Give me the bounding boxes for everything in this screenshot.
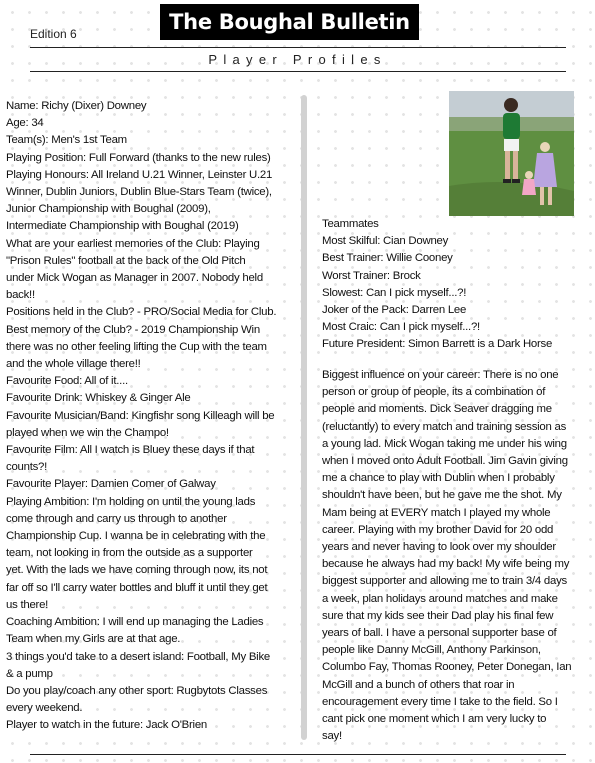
column-divider xyxy=(301,95,307,740)
profile-line: Winner, Dublin Juniors, Dublin Blue-Stars Team (twice), xyxy=(6,186,272,199)
profile-line: Playing Position: Full Forward (thanks to the new rules) xyxy=(6,151,271,164)
influence-line: career. Playing with my brother David for 20 odd xyxy=(322,523,554,536)
profile-line: us there! xyxy=(6,598,49,611)
profile-line: Favourite Player: Damien Comer of Galway xyxy=(6,478,216,491)
influence-line: because he always had my back! My wife being my xyxy=(322,558,570,571)
header-top-rule xyxy=(30,47,566,48)
influence-column xyxy=(322,367,584,745)
influence-line: say! xyxy=(322,730,342,743)
profile-line: Favourite Food: All of it.... xyxy=(6,375,128,388)
player-photo-illustration xyxy=(449,91,574,216)
profile-line: Favourite Film: All I watch is Bluey these days if that xyxy=(6,444,255,457)
profile-line: come through and carry us through to another xyxy=(6,512,227,525)
influence-line: shouldn't have been, but he gave me the shot. My xyxy=(322,489,562,502)
influence-line: me a chance to play with Dublin when I probably xyxy=(322,472,555,485)
section-title: Player Profiles xyxy=(208,52,387,67)
influence-line: McGill and a bunch of others that roar in xyxy=(322,678,515,691)
profile-line: Age: 34 xyxy=(6,117,44,130)
profile-line: back!! xyxy=(6,289,35,302)
player-photo xyxy=(449,91,574,216)
influence-line: people like Danny McGill, Anthony Parkinson, xyxy=(322,644,541,657)
profile-line: Team when my Girls are at that age. xyxy=(6,633,181,646)
influence-line: Biggest influence on your career: There is no one xyxy=(322,369,559,381)
profile-line: Coaching Ambition: I will end up managing the Ladies xyxy=(6,616,264,629)
newsletter-title: The Boughal Bulletin xyxy=(169,10,410,34)
profile-line: played when we win the Champo! xyxy=(6,426,169,439)
profile-line: Team(s): Men's 1st Team xyxy=(6,134,127,147)
profile-line: Name: Richy (Dixer) Downey xyxy=(6,100,147,112)
profile-line: Do you play/coach any other sport: Rugbytots Classes xyxy=(6,684,268,697)
teammates-line: Joker of the Pack: Darren Lee xyxy=(322,304,467,317)
masthead xyxy=(160,4,419,40)
profile-line: every weekend. xyxy=(6,702,83,715)
profile-line: Championship Cup. I wanna be in celebrating with the xyxy=(6,530,266,543)
influence-line: Columbo Fay, Thomas Rooney, Peter Donegan, Ian xyxy=(322,661,572,674)
profile-line: & a pump xyxy=(6,667,53,680)
header-bottom-rule xyxy=(30,71,566,72)
profile-line: under Mick Wogan as Manager in 2007. Nobody held xyxy=(6,272,263,285)
profile-column xyxy=(6,98,298,735)
profile-line: Player to watch in the future: Jack O'Brien xyxy=(6,719,207,732)
profile-line: far off so I'll carry water bottles and bluff it until they get xyxy=(6,581,268,594)
profile-line: Favourite Drink: Whiskey & Ginger Ale xyxy=(6,392,191,405)
teammates-line: Slowest: Can I pick myself...?! xyxy=(322,286,467,299)
teammates-line: Worst Trainer: Brock xyxy=(322,269,421,282)
profile-line: there was no other feeling lifting the Cup with the team xyxy=(6,340,267,353)
teammates-line: Teammates xyxy=(322,218,379,230)
teammates-line: Most Craic: Can I pick myself...?! xyxy=(322,321,480,334)
profile-line: Best memory of the Club? - 2019 Championship Win xyxy=(6,323,260,336)
profile-line: Playing Honours: All Ireland U.21 Winner, Leinster U.21 xyxy=(6,168,273,181)
influence-line: biggest supporter and allowing me to train 3/4 days xyxy=(322,575,567,588)
teammates-line: Future President: Simon Barrett is a Dark Horse xyxy=(322,338,553,351)
teammates-column xyxy=(322,216,584,354)
profile-line: What are your earliest memories of the Club: Playing xyxy=(6,237,260,250)
influence-line: a young lad. Mick Wogan taking me under his wing xyxy=(322,437,567,450)
teammates-line: Best Trainer: Willie Cooney xyxy=(322,252,453,265)
influence-line: when I moved onto Adult Football. Jim Gavin giving xyxy=(322,455,568,468)
profile-line: Intermediate Championship with Boughal (2019) xyxy=(6,220,239,233)
profile-line: "Prison Rules" football at the back of the Old Pitch xyxy=(6,254,246,267)
profile-line: team, not looking in from the outside as a supporter xyxy=(6,547,253,560)
influence-line: encouragement every time I take to the field. So I xyxy=(322,695,558,708)
influence-line: person or group of people, its a combination of xyxy=(322,386,546,399)
profile-line: Positions held in the Club? - PRO/Social Media for Club. xyxy=(6,306,277,319)
influence-line: Mam being at EVERY match I played my whole xyxy=(322,506,551,519)
profile-line: counts?! xyxy=(6,461,48,474)
profile-line: Junior Championship with Boughal (2009), xyxy=(6,203,211,216)
influence-line: sure that my kids see their Dad play his final few xyxy=(322,609,554,622)
edition-label: Edition 6 xyxy=(30,27,77,41)
footer-rule xyxy=(30,754,566,755)
profile-line: and the whole village there!! xyxy=(6,358,141,371)
influence-line: years of ball. I have a personal supporter base of xyxy=(322,627,557,640)
profile-line: 3 things you'd take to a desert island: Football, My Bike xyxy=(6,650,270,663)
teammates-line: Most Skilful: Cian Downey xyxy=(322,235,449,248)
influence-line: cant pick one moment which I am very lucky to xyxy=(322,713,547,726)
profile-line: Favourite Musician/Band: Kingfishr song Killeagh will be xyxy=(6,409,275,422)
profile-line: Playing Ambition: I'm holding on until the young lads xyxy=(6,495,256,508)
influence-line: (reluctantly) to every match and training session as xyxy=(322,420,567,433)
influence-line: people and moments. Dick Seaver dragging me xyxy=(322,403,552,416)
influence-line: a week, plan holidays around matches and make xyxy=(322,592,558,605)
profile-line: yet. With the lads we have coming through now, its not xyxy=(6,564,268,577)
influence-line: years and never having to look over my shoulder xyxy=(322,541,556,554)
